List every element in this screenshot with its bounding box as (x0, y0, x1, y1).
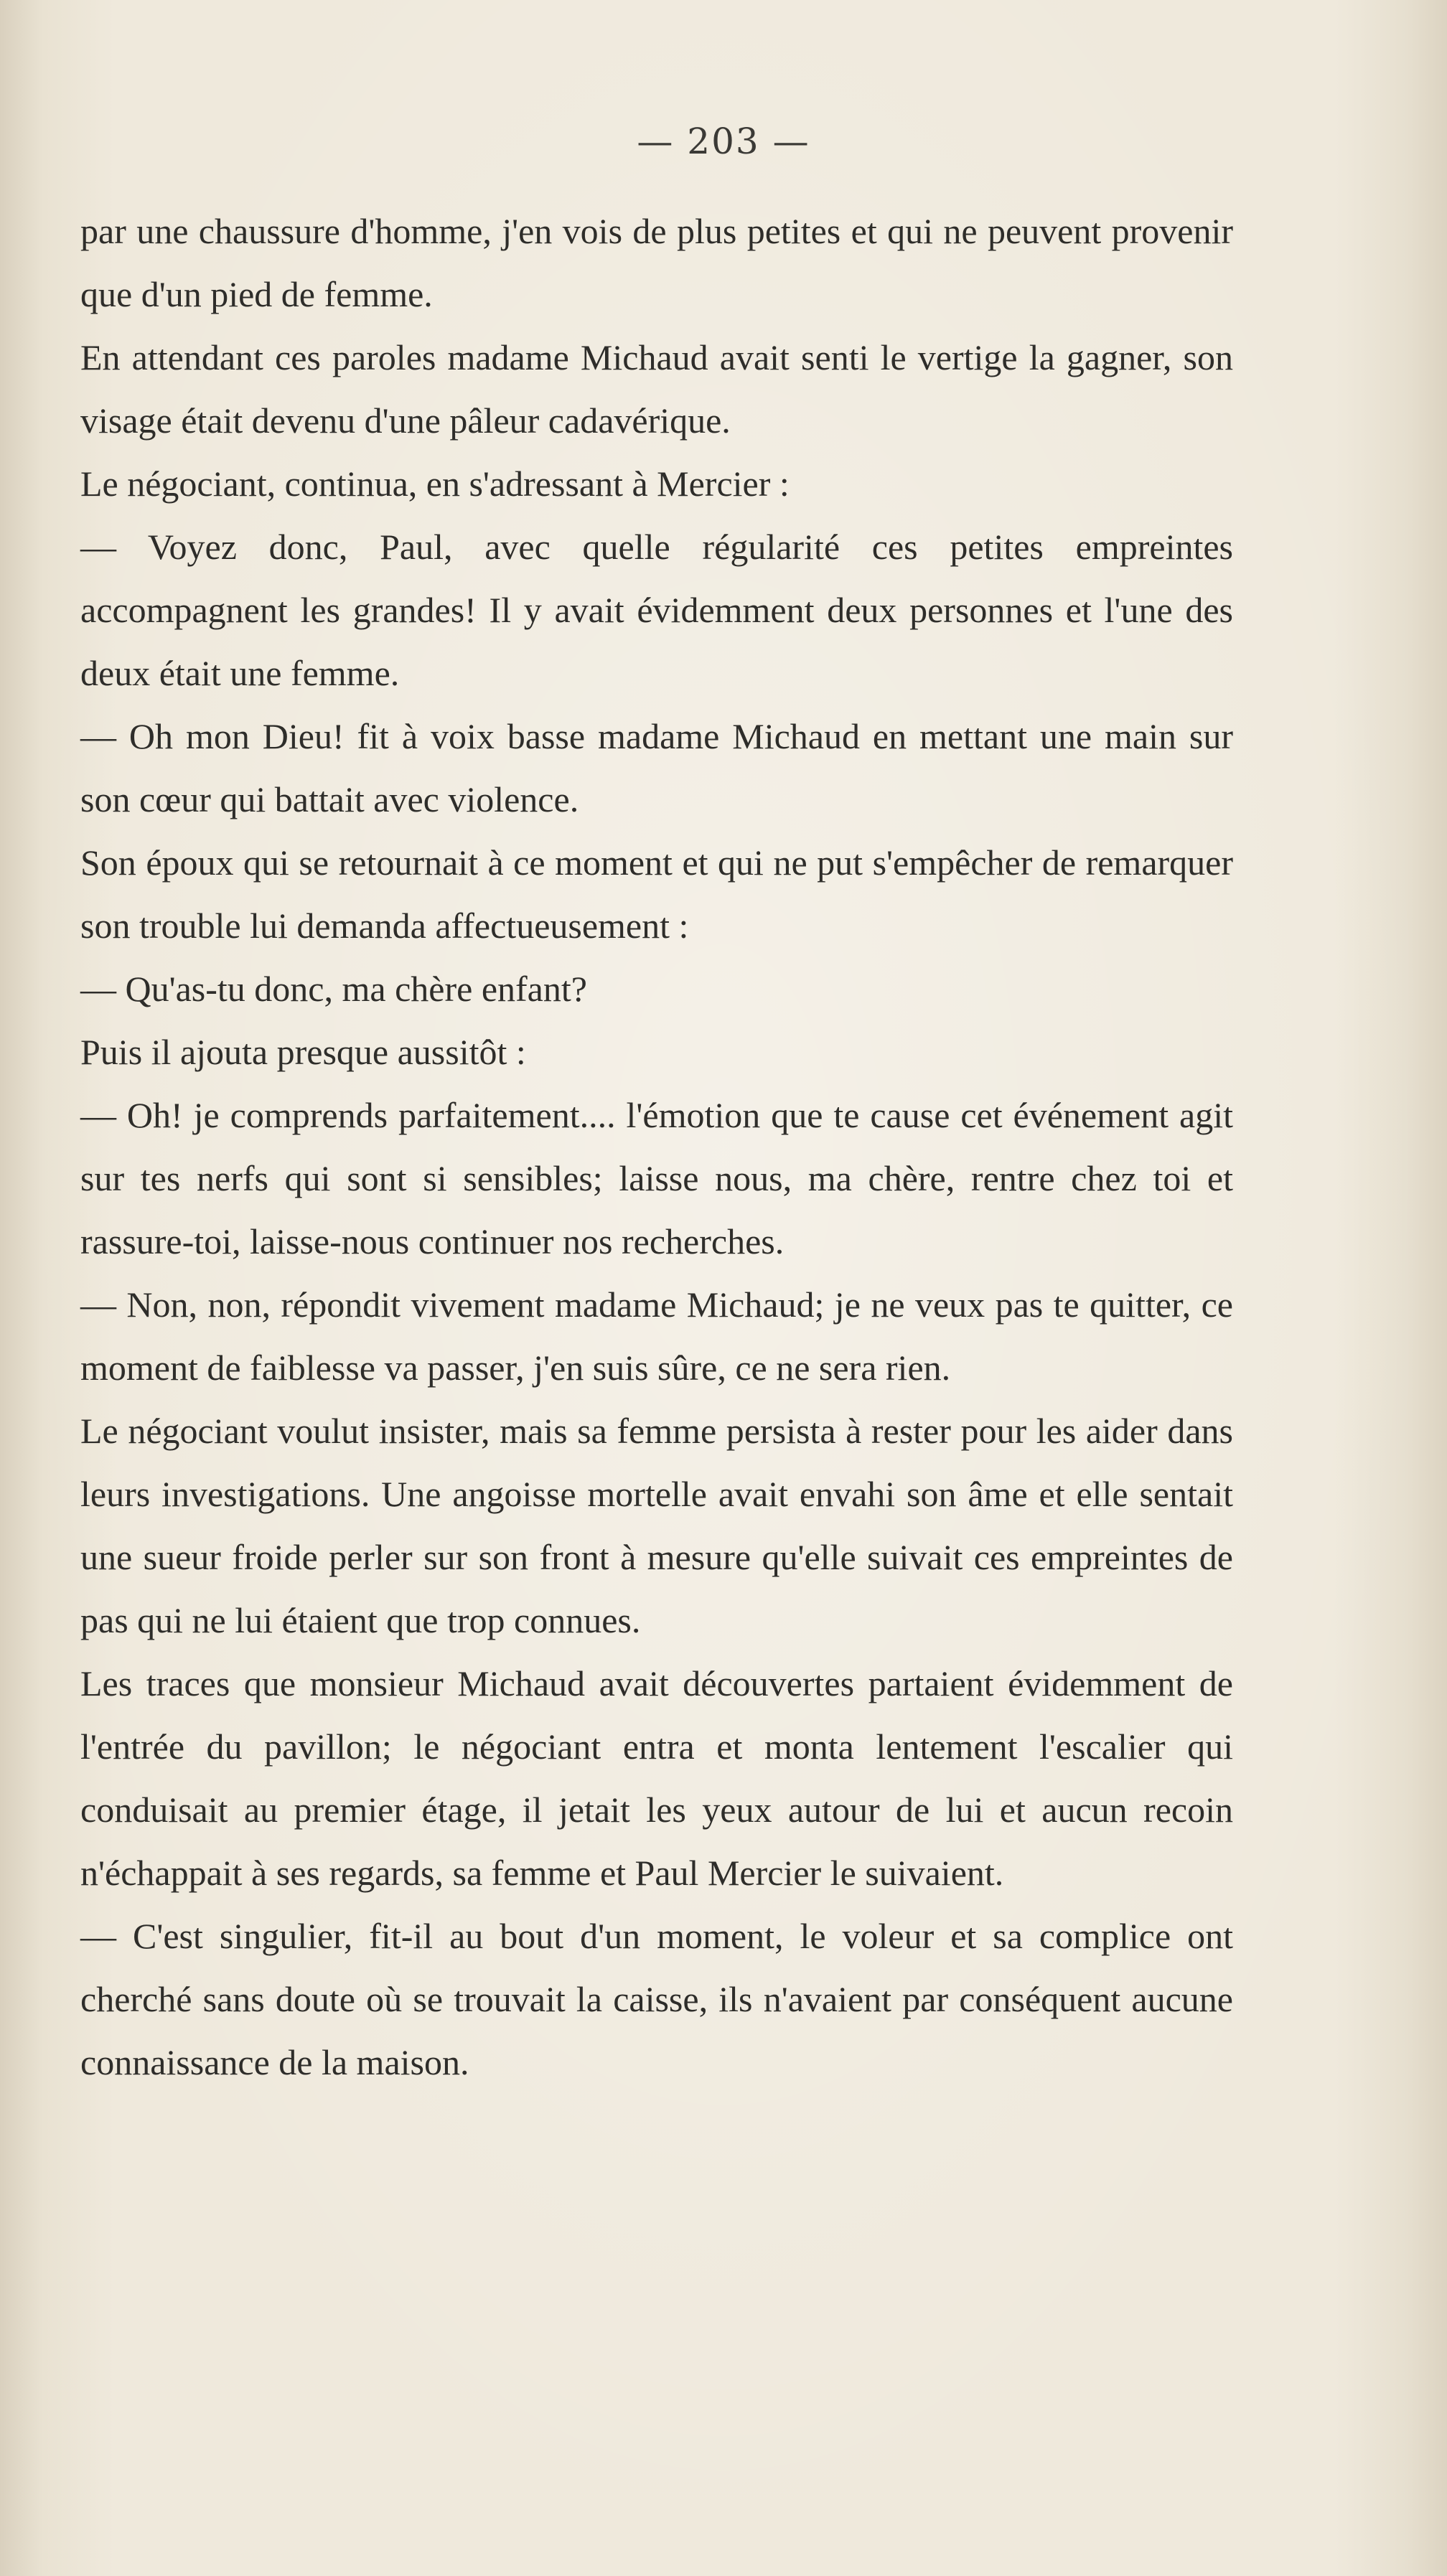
paragraph: Le négociant, continua, en s'adressant à Mercier : (80, 464, 790, 504)
paragraph: Son époux qui se retournait à ce moment et qui ne put s'empêcher de remarquer son trouble lui demanda affectueusement : (80, 842, 1233, 946)
paragraph: par une chaussure d'homme, j'en vois de plus petites et qui ne peuvent provenir que d'un pied de femme. (80, 211, 1233, 314)
dialogue-paragraph: — Oh! je comprends parfaitement.... l'émotion que te cause cet événement agit sur tes nerfs qui sont si sensibles; laisse nous, ma chère, rentre chez toi et rassure-toi, laisse-nous continuer nos recherches. (80, 1095, 1233, 1261)
paragraph: En attendant ces paroles madame Michaud avait senti le vertige la gagner, son visage était devenu d'une pâleur cadavérique. (80, 337, 1233, 441)
dialogue-paragraph: — Oh mon Dieu! fit à voix basse madame Michaud en mettant une main sur son cœur qui battait avec violence. (80, 716, 1233, 819)
paragraph: Les traces que monsieur Michaud avait découvertes partaient évidemment de l'entrée du pavillon; le négociant entra et monta lentement l'escalier qui conduisait au premier étage, il jetait les yeux autour de lui et aucun recoin n'échappait à ses regards, sa femme et Paul Mercier le suivaient. (80, 1663, 1233, 1893)
dialogue-paragraph: — Voyez donc, Paul, avec quelle régularité ces petites empreintes accompagnent les grandes! Il y avait évidemment deux personnes et l'une des deux était une femme. (80, 527, 1233, 693)
dialogue-paragraph: — Non, non, répondit vivement madame Michaud; je ne veux pas te quitter, ce moment de faiblesse va passer, j'en suis sûre, ce ne sera rien. (80, 1284, 1233, 1388)
paragraph: Le négociant voulut insister, mais sa femme persista à rester pour les aider dans leurs investigations. Une angoisse mortelle avait envahi son âme et elle sentait une sueur froide perler sur son front à mesure qu'elle suivait ces empreintes de pas qui ne lui étaient que trop connues. (80, 1411, 1233, 1640)
body-text (80, 199, 1233, 2094)
page-number: — 203 — (637, 121, 810, 162)
dialogue-paragraph: — Qu'as-tu donc, ma chère enfant? (80, 969, 587, 1009)
paragraph: Puis il ajouta presque aussitôt : (80, 1032, 526, 1072)
dialogue-paragraph: — C'est singulier, fit-il au bout d'un moment, le voleur et sa complice ont cherché sans doute où se trouvait la caisse, ils n'avaient par conséquent aucune connaissance de la maison. (80, 1916, 1233, 2082)
